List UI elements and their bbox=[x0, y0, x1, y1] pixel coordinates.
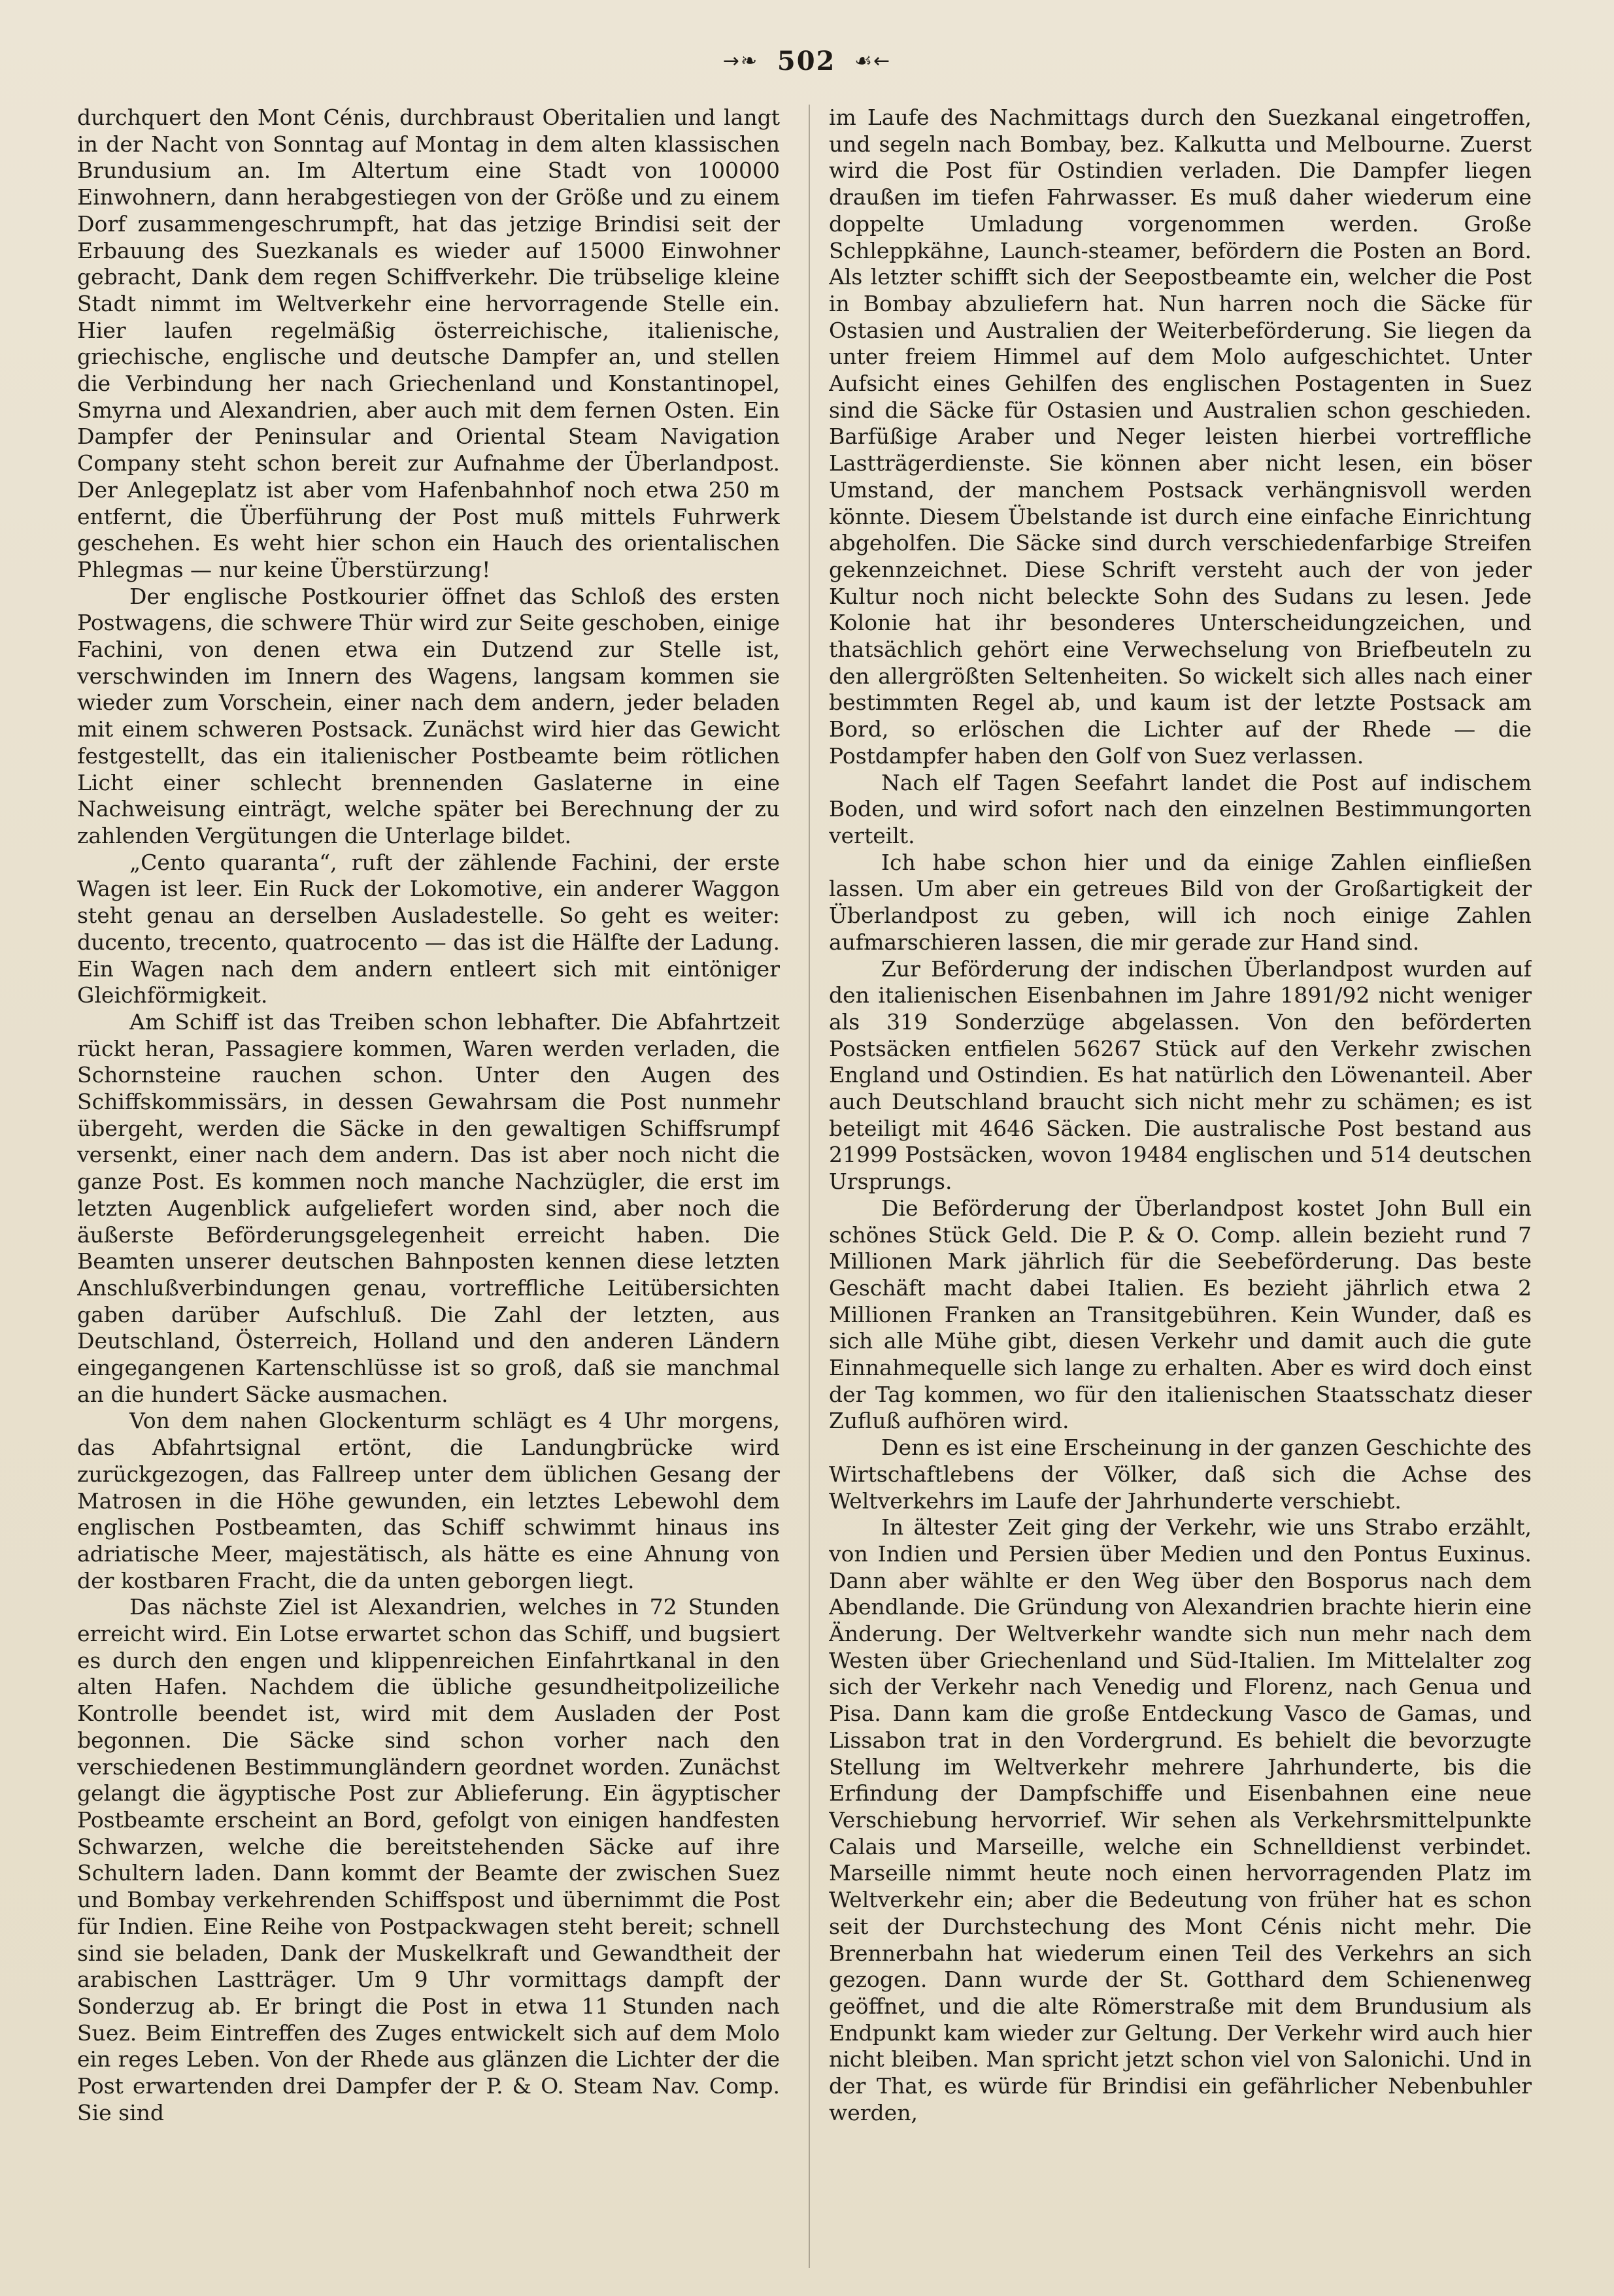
left-paragraph-3: „Cento quaranta“, ruft der zählende Fachini, der erste Wagen ist leer. Ein Ruck der Lokomotive, ein anderer Waggon steht genau an derselben Ausladestelle. So geht es weiter: ducento, trecento, quatrocento — das ist die Hälfte der Ladung. Ein Wagen nach dem andern entleert sich mit eintöniger Gleichförmigkeit. bbox=[77, 849, 780, 1008]
page-number: 502 bbox=[777, 46, 836, 76]
page-header bbox=[0, 46, 1614, 76]
right-paragraph-2: Nach elf Tagen Seefahrt landet die Post auf indischem Boden, und wird sofort nach den einzelnen Bestimmungorten verteilt. bbox=[829, 769, 1532, 848]
right-column bbox=[829, 105, 1532, 2268]
header-ornament-left: →❧ bbox=[722, 50, 759, 73]
left-paragraph-4: Am Schiff ist das Treiben schon lebhafter. Die Abfahrtzeit rückt heran, Passagiere kommen, Waren werden verladen, die Schornsteine rauchen schon. Unter den Augen des Schiffskommissärs, in dessen Gewahrsam die Post nunmehr übergeht, werden die Säcke in den gewaltigen Schiffsrumpf versenkt, einer nach dem andern. Das ist aber noch nicht die ganze Post. Es kommen noch manche Nachzügler, die erst im letzten Augenblick aufgeliefert worden sind, aber noch die äußerste Beförderungsgelegenheit erreicht haben. Die Beamten unserer deutschen Bahnposten kennen diese letzten Anschlußverbindungen genau, vortreffliche Leitübersichten gaben darüber Aufschluß. Die Zahl der letzten, aus Deutschland, Österreich, Holland und den anderen Ländern eingegangenen Kartenschlüsse ist so groß, daß sie manchmal an die hundert Säcke ausmachen. bbox=[77, 1008, 780, 1407]
left-paragraph-2: Der englische Postkourier öffnet das Schloß des ersten Postwagens, die schwere Thür wird zur Seite geschoben, einige Fachini, von denen etwa ein Dutzend zur Stelle ist, verschwinden im Innern des Wagens, langsam kommen sie wieder zum Vorschein, einer nach dem andern, jeder beladen mit einem schweren Postsack. Zunächst wird hier das Gewicht festgestellt, das ein italienischer Postbeamte beim rötlichen Licht einer schlecht brennenden Gaslaterne in eine Nachweisung einträgt, welche später bei Berechnung der zu zahlenden Vergütungen die Unterlage bildet. bbox=[77, 583, 780, 848]
left-column bbox=[77, 105, 780, 2268]
header-ornament-right: ☙← bbox=[854, 50, 892, 73]
right-paragraph-6: Denn es ist eine Erscheinung in der ganzen Geschichte des Wirtschaftlebens der Völker, daß sich die Achse des Weltverkehrs im Laufe der Jahrhunderte verschiebt. bbox=[829, 1435, 1532, 1514]
right-paragraph-1: im Laufe des Nachmittags durch den Suezkanal eingetroffen, und segeln nach Bombay, bez. Kalkutta und Melbourne. Zuerst wird die Post für Ostindien verladen. Die Dampfer liegen draußen im tiefen Fahrwasser. Es muß daher wiederum eine doppelte Umladung vorgenommen werden. Große Schleppkähne, Launch-steamer, befördern die Posten an Bord. Als letzter schifft sich der Seepostbeamte ein, welcher die Post in Bombay abzuliefern hat. Nun harren noch die Säcke für Ostasien und Australien der Weiterbeförderung. Sie liegen da unter freiem Himmel auf dem Molo aufgeschichtet. Unter Aufsicht eines Gehilfen des englischen Postagenten in Suez sind die Säcke für Ostasien und Australien schon geschieden. Barfüßige Araber und Neger leisten hierbei vortreffliche Lastträgerdienste. Sie können aber nicht lesen, ein böser Umstand, der manchem Postsack verhängnisvoll werden könnte. Diesem Übelstande ist durch eine einfache Einrichtung abgeholfen. Die Säcke sind durch verschiedenfarbige Streifen gekennzeichnet. Diese Schrift versteht auch der von jeder Kultur noch nicht beleckte Sohn des Sudans zu lesen. Jede Kolonie hat ihr besonderes Unterscheidungzeichen, und thatsächlich gehört eine Verwechselung von Briefbeuteln zu den allergrößten Seltenheiten. So wickelt sich alles nach einer bestimmten Regel ab, und kaum ist der letzte Postsack am Bord, so erlöschen die Lichter auf der Rhede — die Postdampfer haben den Golf von Suez verlassen. bbox=[829, 105, 1532, 769]
left-paragraph-5: Von dem nahen Glockenturm schlägt es 4 Uhr morgens, das Abfahrtsignal ertönt, die Landungbrücke wird zurückgezogen, das Fallreep unter dem üblichen Gesang der Matrosen in die Höhe gewunden, ein letztes Lebewohl dem englischen Postbeamten, das Schiff schwimmt hinaus ins adriatische Meer, majestätisch, als hätte es eine Ahnung von der kostbaren Fracht, die da unten geborgen liegt. bbox=[77, 1408, 780, 1593]
right-paragraph-7: In ältester Zeit ging der Verkehr, wie uns Strabo erzählt, von Indien und Persien über Medien und den Pontus Euxinus. Dann aber wählte er den Weg über den Bosporus nach dem Abendlande. Die Gründung von Alexandrien brachte hierin eine Änderung. Der Weltverkehr wandte sich nun mehr nach dem Westen über Griechenland und Süd-Italien. Im Mittelalter zog sich der Verkehr nach Venedig und Florenz, nach Genua und Pisa. Dann kam die große Entdeckung Vasco de Gamas, und Lissabon trat in den Vordergrund. Es behielt die bevorzugte Stellung im Weltverkehr mehrere Jahrhunderte, bis die Erfindung der Dampfschiffe und Eisenbahnen eine neue Verschiebung hervorrief. Wir sehen als Verkehrsmittelpunkte Calais und Marseille, welche ein Schnelldienst verbindet. Marseille nimmt heute noch einen hervorragenden Platz im Weltverkehr ein; aber die Bedeutung von früher hat es schon seit der Durchstechung des Mont Cénis nicht mehr. Die Brennerbahn hat wiederum einen Teil des Verkehrs an sich gezogen. Dann wurde der St. Gotthard dem Schienenweg geöffnet, und die alte Römerstraße mit dem Brundusium als Endpunkt kam wieder zur Geltung. Der Verkehr wird auch hier nicht bleiben. Man spricht jetzt schon viel von Salonichi. Und in der That, es würde für Brindisi ein gefährlicher Nebenbuhler werden, bbox=[829, 1514, 1532, 2125]
column-divider bbox=[809, 105, 810, 2268]
right-paragraph-5: Die Beförderung der Überlandpost kostet John Bull ein schönes Stück Geld. Die P. & O. Comp. allein bezieht rund 7 Millionen Mark jährlich für die Seebeförderung. Das beste Geschäft macht dabei Italien. Es bezieht jährlich etwa 2 Millionen Franken an Transitgebühren. Kein Wunder, daß es sich alle Mühe gibt, diesen Verkehr und damit auch die gute Einnahmequelle sich lange zu erhalten. Aber es wird doch einst der Tag kommen, wo für den italienischen Staatsschatz dieser Zufluß aufhören wird. bbox=[829, 1195, 1532, 1434]
left-paragraph-6: Das nächste Ziel ist Alexandrien, welches in 72 Stunden erreicht wird. Ein Lotse erwartet schon das Schiff, und bugsiert es durch den engen und klippenreichen Einfahrtkanal in den alten Hafen. Nachdem die übliche gesundheitpolizeiliche Kontrolle beendet ist, wird mit dem Ausladen der Post begonnen. Die Säcke sind schon vorher nach den verschiedenen Bestimmungländern geordnet worden. Zunächst gelangt die ägyptische Post zur Ablieferung. Ein ägyptischer Postbeamte erscheint an Bord, gefolgt von einigen handfesten Schwarzen, welche die bereitstehenden Säcke auf ihre Schultern laden. Dann kommt der Beamte der zwischen Suez und Bombay verkehrenden Schiffspost und übernimmt die Post für Indien. Eine Reihe von Postpackwagen steht bereit; schnell sind sie beladen, Dank der Muskelkraft und Gewandtheit der arabischen Lastträger. Um 9 Uhr vormittags dampft der Sonderzug ab. Er bringt die Post in etwa 11 Stunden nach Suez. Beim Eintreffen des Zuges entwickelt sich auf dem Molo ein reges Leben. Von der Rhede aus glänzen die Lichter der die Post erwartenden drei Dampfer der P. & O. Steam Nav. Comp. Sie sind bbox=[77, 1594, 780, 2125]
right-paragraph-4: Zur Beförderung der indischen Überlandpost wurden auf den italienischen Eisenbahnen im Jahre 1891/92 nicht weniger als 319 Sonderzüge abgelassen. Von den beförderten Postsäcken entfielen 56267 Stück auf den Verkehr zwischen England und Ostindien. Es hat natürlich den Löwenanteil. Aber auch Deutschland braucht sich nicht mehr zu schämen; es ist beteiligt mit 4646 Säcken. Die australische Post bestand aus 21999 Postsäcken, wovon 19484 englischen und 514 deutschen Ursprungs. bbox=[829, 956, 1532, 1195]
right-paragraph-3: Ich habe schon hier und da einige Zahlen einfließen lassen. Um aber ein getreues Bild von der Großartigkeit der Überlandpost zu geben, will ich noch einige Zahlen aufmarschieren lassen, die mir gerade zur Hand sind. bbox=[829, 849, 1532, 955]
left-paragraph-1: durchquert den Mont Cénis, durchbraust Oberitalien und langt in der Nacht von Sonntag auf Montag in dem alten klassischen Brundusium an. Im Altertum eine Stadt von 100000 Einwohnern, dann herabgestiegen von der Größe und zu einem Dorf zusammengeschrumpft, hat das jetzige Brindisi seit der Erbauung des Suezkanals es wieder auf 15000 Einwohner gebracht, Dank dem regen Schiffverkehr. Die trübselige kleine Stadt nimmt im Weltverkehr eine hervorragende Stelle ein. Hier laufen regelmäßig österreichische, italienische, griechische, englische und deutsche Dampfer an, und stellen die Verbindung her nach Griechenland und Konstantinopel, Smyrna und Alexandrien, aber auch mit dem fernen Osten. Ein Dampfer der Peninsular and Oriental Steam Navigation Company steht schon bereit zur Aufnahme der Überlandpost. Der Anlegeplatz ist aber vom Hafenbahnhof noch etwa 250 m entfernt, die Überführung der Post muß mittels Fuhrwerk geschehen. Es weht hier schon ein Hauch des orientalischen Phlegmas — nur keine Überstürzung! bbox=[77, 105, 780, 582]
